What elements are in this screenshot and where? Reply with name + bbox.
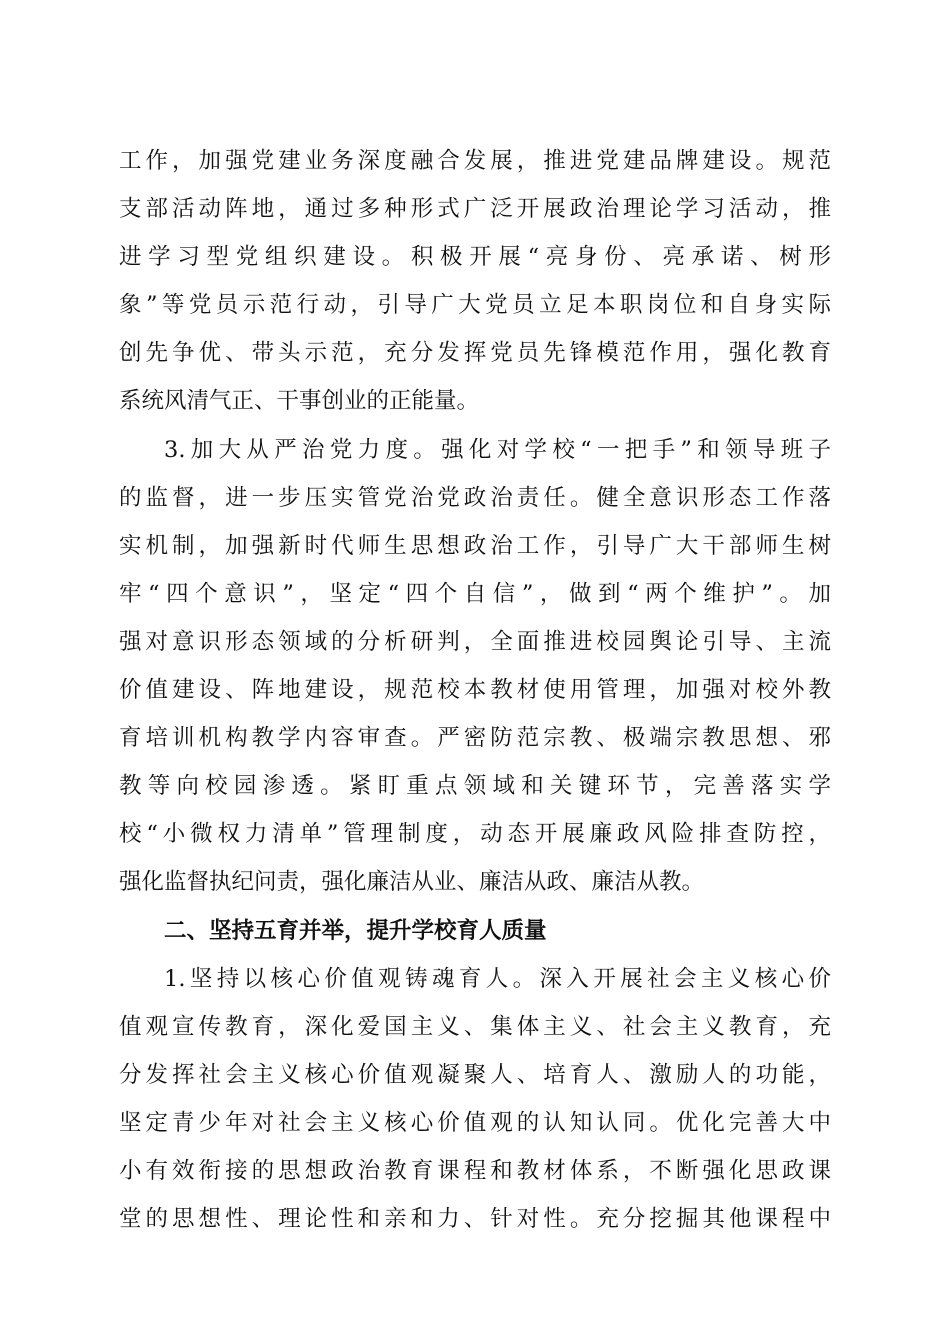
text-line: 系统风清气正、干事创业的正能量。 bbox=[119, 388, 480, 415]
text-line: 实机制，加强新时代师生思想政治工作，引导广大干部师生树 bbox=[119, 532, 831, 559]
text-line: 进学习型党组织建设。积极开展“亮身份、亮承诺、树形 bbox=[119, 244, 831, 271]
paragraph-start-line: 3.加大从严治党力度。强化对学校“一把手”和领导班子 bbox=[164, 436, 831, 463]
text-line: 强对意识形态领域的分析研判，全面推进校园舆论引导、主流 bbox=[119, 628, 831, 655]
text-line: 牢“四个意识”，坚定“四个自信”，做到“两个维护”。加 bbox=[119, 580, 831, 607]
text-line: 小有效衔接的思想政治教育课程和教材体系，不断强化思政课 bbox=[119, 1157, 831, 1184]
text-line: 支部活动阵地，通过多种形式广泛开展政治理论学习活动，推 bbox=[119, 196, 831, 223]
text-line: 教等向校园渗透。紧盯重点领域和关键环节，完善落实学 bbox=[119, 773, 831, 800]
text-line: 坚定青少年对社会主义核心价值观的认知认同。优化完善大中 bbox=[119, 1109, 831, 1136]
paragraph-start-line: 1.坚持以核心价值观铸魂育人。深入开展社会主义核心价 bbox=[164, 965, 831, 992]
text-line: 育培训机构教学内容审查。严密防范宗教、极端宗教思想、邪 bbox=[119, 725, 831, 752]
text-line: 强化监督执纪问责，强化廉洁从业、廉洁从政、廉洁从教。 bbox=[119, 869, 705, 896]
text-line: 象”等党员示范行动，引导广大党员立足本职岗位和自身实际 bbox=[119, 292, 831, 319]
text-line: 创先争优、带头示范，充分发挥党员先锋模范作用，强化教育 bbox=[119, 340, 831, 367]
body-text bbox=[119, 137, 831, 1243]
text-line: 工作，加强党建业务深度融合发展，推进党建品牌建设。规范 bbox=[119, 148, 831, 174]
text-line: 价值建设、阵地建设，规范校本教材使用管理，加强对校外教 bbox=[119, 677, 831, 704]
text-line: 分发挥社会主义核心价值观凝聚人、培育人、激励人的功能， bbox=[119, 1061, 831, 1088]
section-heading: 二、坚持五育并举，提升学校育人质量 bbox=[164, 917, 547, 944]
text-line: 值观宣传教育，深化爱国主义、集体主义、社会主义教育，充 bbox=[119, 1013, 831, 1040]
text-line: 的监督，进一步压实管党治党政治责任。健全意识形态工作落 bbox=[119, 484, 831, 511]
text-line: 校“小微权力清单”管理制度，动态开展廉政风险排查防控， bbox=[119, 821, 831, 848]
text-line: 堂的思想性、理论性和亲和力、针对性。充分挖掘其他课程中 bbox=[119, 1206, 831, 1233]
